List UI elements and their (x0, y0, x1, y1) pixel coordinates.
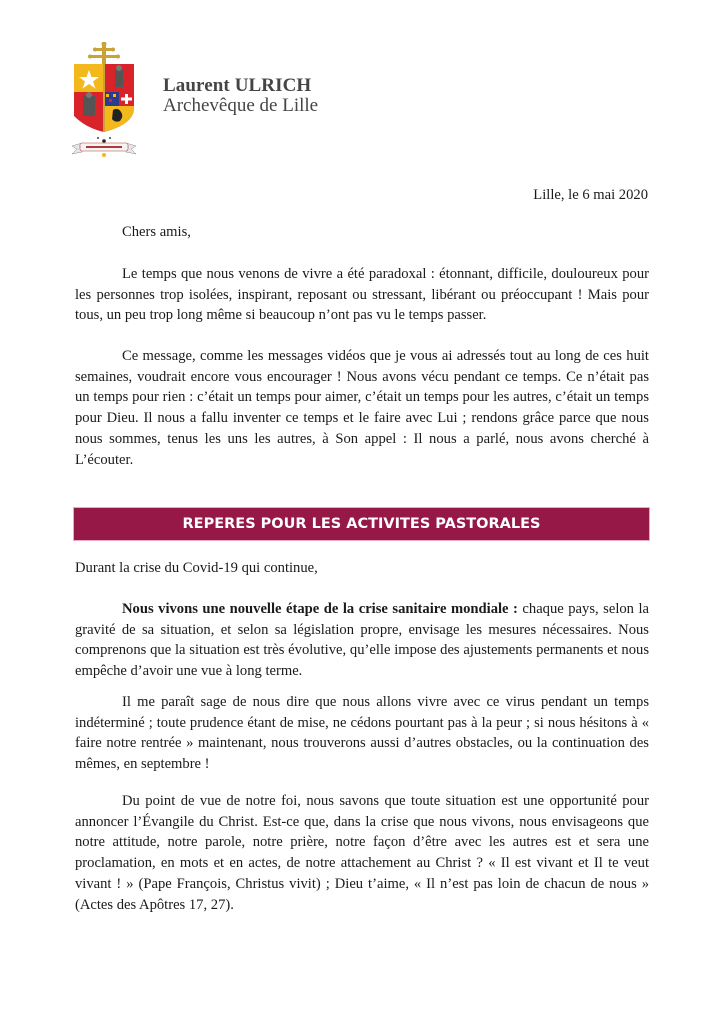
section-banner: REPERES POUR LES ACTIVITES PASTORALES (74, 508, 649, 540)
paragraph-5: Du point de vue de notre foi, nous savons que toute situation est une opportunité pour annoncer l’Évangile du Christ. Est-ce que, dans la crise que nous vivons, nous envisageons que notre attitude, notre parole, notre prière, notre façon d’être avec les autres est et sera une proclamation, en mots et en actes, de notre attachement au Christ ? « Il est vivant et Il te veut vivant ! » (Pape François, Christus vivit) ; Dieu t’aime, « Il n’est pas loin de chacun de nous » (Actes des Apôtres 17, 27). (75, 793, 649, 913)
sender-title: Archevêque de Lille (163, 95, 319, 116)
section-intro: Durant la crise du Covid-19 qui continue, (75, 560, 318, 576)
paragraph-3-lead: Nous vivons une nouvelle étape de la crise sanitaire mondiale : (122, 601, 518, 617)
salutation: Chers amis, (122, 224, 191, 240)
shield-icon (74, 64, 134, 132)
paragraph-2: Ce message, comme les messages vidéos que je vous ai adressés tout au long de ces huit semaines, voudrait encore vous encourager ! Nous avons vécu pendant ce temps. Ce n’était pas un temps pour rien : c’était un temps pour aimer, c’était un temps pour les autres, c’était un temps pour Dieu. Il nous a fallu inventer ce temps et le faire avec Lui ; rendons grâce parce que nous nous sommes, tenus les uns les autres, à Son appel : Il nous a parlé, nous avons cherché à L’écouter. (75, 348, 649, 468)
motto-ribbon (72, 137, 136, 157)
sender-block (163, 76, 318, 116)
coat-of-arms-logo (68, 42, 140, 158)
paragraph-4: Il me paraît sage de nous dire que nous allons vivre avec ce virus pendant un temps indéterminé ; toute prudence étant de mise, ne cédons pourtant pas à la peur ; si nous hésitons à « faire notre rentrée » maintenant, nous trouverons aussi d’autres obstacles, ou la continuation des mêmes, en septembre ! (75, 694, 649, 773)
sender-name: Laurent ULRICH (163, 75, 312, 96)
paragraph-3-body: chaque pays, selon la gravité de sa situation, et selon sa législation propre, envisage les mesures nécessaires. Nous comprenons que la situation est très évolutive, qu’elle impose des ajustements permanents et nous empêche d’avoir une vue à long terme. (75, 601, 650, 680)
letter-date: Lille, le 6 mai 2020 (533, 187, 648, 203)
paragraph-3 (75, 599, 649, 682)
paragraph-1: Le temps que nous venons de vivre a été paradoxal : étonnant, difficile, douloureux pour les personnes trop isolées, inspirant, reposant ou stressant, libérant ou préoccupant ! Mais pour tous, un peu trop long même si beaucoup n’ont pas vu le temps passer. (75, 266, 649, 324)
